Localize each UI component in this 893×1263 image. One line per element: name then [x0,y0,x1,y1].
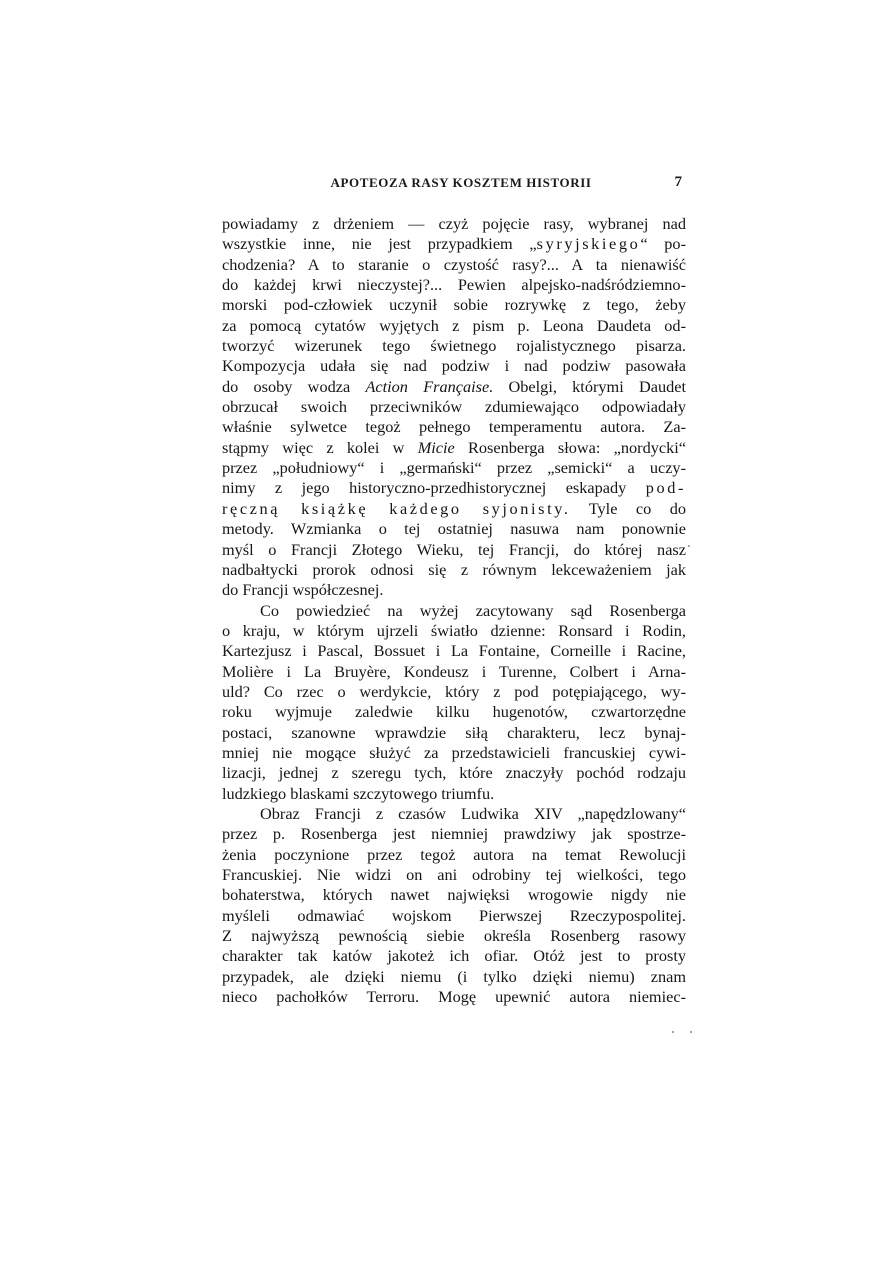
text-line: do każdej krwi nieczystej?... Pewien alpejsko-nadśródziemno- [222,275,686,295]
text-line: roku wyjmuje zaledwie kilku hugenotów, czwartorzędne [222,702,686,722]
paragraph-1 [222,214,686,601]
text-line: obrzucał swoich przeciwników zdumiewająco odpowiadały [222,397,686,417]
text-segment: Tyle co do [570,498,686,518]
text-line: myśleli odmawiać wojskom Pierwszej Rzeczypospolitej. [222,905,686,925]
text-line: żenia poczynione przez tegoż autora na temat Rewolucji [222,844,686,864]
text-segment: Obelgi, którymi Daudet [493,376,686,396]
spaced-emphasis: pod- [645,478,686,498]
text-segment: nimy z jego historyczno-przedhistorycznej eskapady [222,478,646,498]
text-line: Kompozycja udała się nad podziw i nad podziw pasowała [222,356,686,376]
text-line: przypadek, ale dzięki niemu (i tylko dzięki niemu) znam [222,966,686,986]
text-line: uld? Co rzec o werdykcie, który z pod potępiającego, wy- [222,681,686,701]
spaced-emphasis: syryjskiego [536,234,641,254]
text-line: o kraju, w którym ujrzeli światło dzienne: Ronsard i Rodin, [222,620,686,640]
text-line: przez „południowy“ i „germański“ przez „semicki“ a uczy- [222,458,686,478]
text-line: nieco pachołków Terroru. Mogę upewnić autora niemiec- [222,987,686,1007]
text-line: bohaterstwa, których nawet najwięksi wrogowie nigdy nie [222,885,686,905]
text-line: charakter tak katów jakoteż ich ofiar. Otóż jest to prosty [222,946,686,966]
text-line [222,377,686,397]
text-line: lizacji, jednej z szeregu tych, które znaczyły pochód rodzaju [222,763,686,783]
spaced-emphasis: ręczną książkę każdego syjonisty. [222,498,571,518]
running-head [222,175,686,197]
text-line [222,438,686,458]
scan-speck [672,1031,674,1033]
text-line: Molière i La Bruyère, Kondeusz i Turenne, Colbert i Arna- [222,661,686,681]
paragraph-3 [222,804,686,1007]
text-line [222,478,686,498]
page-number: 7 [674,174,682,190]
text-segment: “ po- [640,234,686,254]
text-line [222,499,686,519]
text-line: metody. Wzmianka o tej ostatniej nasuwa nam ponownie [222,519,686,539]
text-line: postaci, szanowne wprawdzie siłą charakteru, lecz bynaj- [222,722,686,742]
text-segment: do osoby wodza [222,376,366,396]
text-line: tworzyć wizerunek tego świetnego rojalistycznego pisarza. [222,336,686,356]
running-title: APOTEOZA RASY KOSZTEM HISTORII [330,175,592,190]
text-segment: Rosenberga słowa: „nordycki“ [454,437,686,457]
text-line: powiadamy z drżeniem — czyż pojęcie rasy, wybranej nad [222,214,686,233]
text-line: właśnie sylwetce tegoż pełnego temperamentu autora. Za- [222,417,686,437]
scan-speck [688,545,690,547]
text-line: za pomocą cytatów wyjętych z pism p. Leona Daudeta od- [222,315,686,335]
text-line: przez p. Rosenberga jest niemniej prawdziwy jak spostrze- [222,824,686,844]
italic-title: Action Française. [365,376,494,396]
paragraph-2 [222,601,686,804]
body-text [222,214,686,1007]
text-line: Francuskiej. Nie widzi on ani odrobiny tej wielkości, tego [222,865,686,884]
text-segment: stąpmy więc z kolei w [222,437,418,457]
text-line: chodzenia? A to staranie o czystość rasy?... A ta nienawiść [222,254,686,274]
text-line: mniej nie mogące służyć za przedstawicieli francuskiej cywi- [222,742,686,762]
text-line: Z najwyższą pewnością siebie określa Rosenberg rasowy [222,926,686,946]
text-line: do Francji współczesnej. [222,580,384,600]
text-line: myśl o Francji Złotego Wieku, tej Francji, do której nasz [222,539,686,559]
text-line: Kartezjusz i Pascal, Bossuet i La Fontaine, Corneille i Racine, [222,641,686,661]
text-line: ludzkiego blaskami szczytowego triumfu. [222,783,495,803]
italic-title: Micie [417,437,455,457]
text-line: morski pod-człowiek uczynił sobie rozrywkę z tego, żeby [222,295,686,315]
text-line [222,234,686,254]
text-line: Co powiedzieć na wyżej zacytowany sąd Rosenberga [260,600,686,620]
scan-speck [690,1031,692,1033]
text-segment: wszystkie inne, nie jest przypadkiem „ [222,234,537,254]
text-line: nadbałtycki prorok odnosi się z równym lekceważeniem jak [222,559,686,579]
text-line: Obraz Francji z czasów Ludwika XIV „napędzlowany“ [260,803,686,823]
